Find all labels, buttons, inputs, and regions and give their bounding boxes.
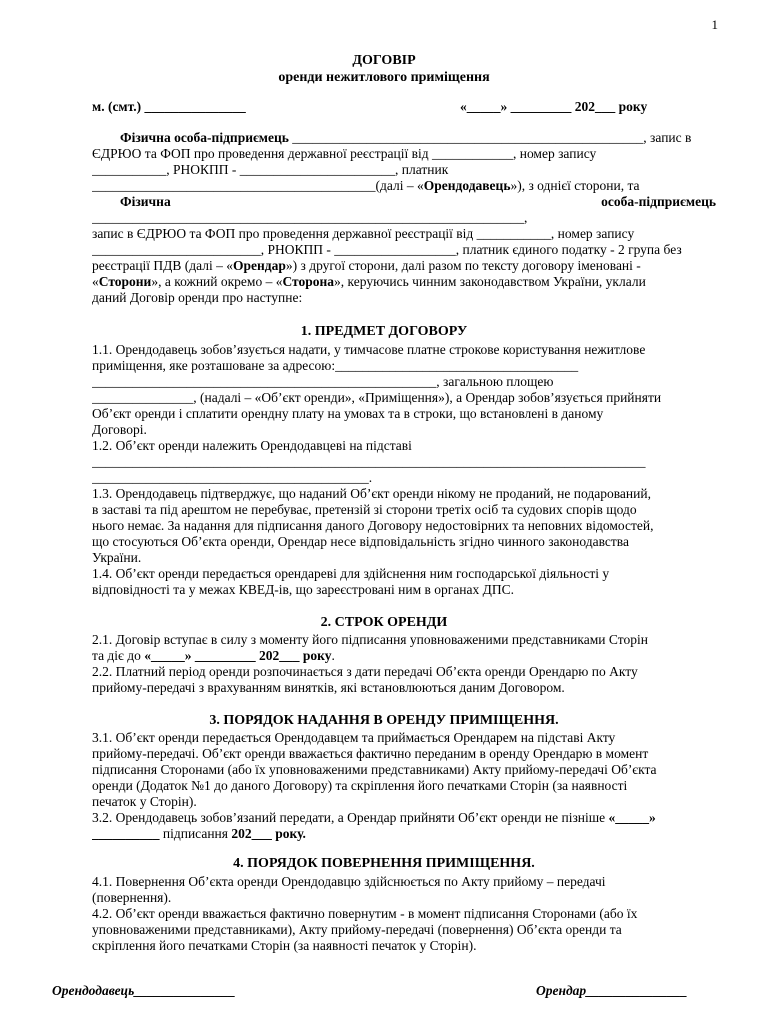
section3-heading: 3. ПОРЯДОК НАДАННЯ В ОРЕНДУ ПРИМІЩЕННЯ. bbox=[209, 713, 559, 728]
s1-line: в заставі та під арештом не перебуває, претензій зі сторони третіх осіб та судових спорів щодо bbox=[92, 502, 637, 517]
s1-line: ___________________________________________________, загальною площею bbox=[92, 374, 554, 389]
s3-line: __________ підписання 202___ року. bbox=[92, 826, 306, 841]
party1-line3: ___________, РНОКПП - _______________________, платник bbox=[92, 162, 449, 177]
s1-line: Об’єкт оренди і сплатити орендну плату на умовах та в строки, що встановлені в даному bbox=[92, 406, 604, 421]
section4-heading: 4. ПОРЯДОК ПОВЕРНЕННЯ ПРИМІЩЕННЯ. bbox=[233, 856, 535, 871]
party2-line3: запис в ЄДРЮО та ФОП про проведення державної реєстрації від ___________, номер запису bbox=[92, 226, 635, 241]
party2-line2: ________________________________________________________________, bbox=[92, 210, 528, 225]
place-field: м. (смт.) _______________ bbox=[92, 99, 246, 114]
s1-line: Договорі. bbox=[92, 422, 147, 437]
s1-line: 1.2. Об’єкт оренди належить Орендодавцеві на підставі bbox=[92, 438, 412, 453]
party2-line6: «Сторони», а кожний окремо – «Сторона», керуючись чинним законодавством України, уклали bbox=[92, 274, 646, 289]
s2-line: прийому-передачі з врахуванням виняткiв, якi встановлюються даним Договором. bbox=[92, 680, 565, 695]
s1-line: нього немає. За надання для підписання даного Договору недостовірних та неповних відомостей, bbox=[92, 518, 654, 533]
party2-line7: даний Договір оренди про наступне: bbox=[92, 290, 303, 305]
s1-line: що стосуються Об’єкта оренди, Орендар несе відповідальність згідно чинного законодавства bbox=[92, 534, 629, 549]
page-number: 1 bbox=[711, 17, 718, 32]
party2-line5: реєстрації ПДВ (далі – «Орендар») з другої сторони, далі разом по тексту договору іменовані - bbox=[92, 258, 641, 273]
title-subtitle: оренди нежитлового приміщення bbox=[278, 70, 490, 85]
s4-line: (повернення). bbox=[92, 890, 172, 905]
s4-line: 4.2. Об’єкт оренди вважається фактично повернутим - в момент підписання Сторонами (або їх bbox=[92, 906, 638, 921]
date-field: «_____» _________ 202___ року bbox=[460, 99, 648, 114]
party2-line1: Фізична особа-підприємець bbox=[120, 194, 716, 209]
s2-line: 2.2. Платний період оренди розпочинається з дати передачі Об’єкта оренди Орендарю по Акту bbox=[92, 664, 638, 679]
parties-block bbox=[92, 130, 716, 306]
s1-line: __________________________________________________________________________________ bbox=[92, 454, 646, 469]
s3-line: печаток у Сторін). bbox=[92, 794, 197, 809]
title-main: ДОГОВІР bbox=[352, 53, 416, 68]
party2-line4: _________________________, РНОКПП - __________________, платник єдиного податку - 2 група без bbox=[92, 242, 682, 257]
s3-line: прийому-передачі. Об’єкт оренди вважається фактично переданим в оренду Орендарю в момент bbox=[92, 746, 649, 761]
s4-line: 4.1. Повернення Об’єкта оренди Орендодавцю здійснюється по Акту прийому – передачі bbox=[92, 874, 606, 889]
s1-line: _________________________________________. bbox=[92, 470, 373, 485]
s3-line: 3.1. Об’єкт оренди передається Орендодавцем та приймається Орендарем на підставі Акту bbox=[92, 730, 616, 745]
s2-line: 2.1. Договір вступає в силу з моменту його підписання уповноваженими представниками Сторін bbox=[92, 632, 648, 647]
s1-line: відповідності та у межах КВЕД-ів, що зареєстровані ним в органах ДПС. bbox=[92, 582, 514, 597]
s3-line: 3.2. Орендодавець зобов’язаний передати, а Орендар прийняти Об’єкт оренди не пізніше «_____» bbox=[92, 810, 656, 825]
s4-line: уповноваженими представниками), Акту прийому-передачі (повернення) Об’єкта оренди та bbox=[92, 922, 622, 937]
s1-line: 1.1. Орендодавець зобов’язується надати, у тимчасове платне строкове користування нежитлове bbox=[92, 342, 646, 357]
section1-heading: 1. ПРЕДМЕТ ДОГОВОРУ bbox=[300, 324, 468, 339]
party1-line2: ЄДРЮО та ФОП про проведення державної реєстрації від ____________, номер запису bbox=[92, 146, 597, 161]
party1-line4: __________________________________________(далі – «Орендодавець»), з однієї сторони, та bbox=[92, 178, 640, 193]
lessor-signature: Орендодавець_______________ bbox=[52, 983, 236, 998]
section2-heading: 2. СТРОК ОРЕНДИ bbox=[320, 615, 448, 630]
party1-line1: Фізична особа-підприємець ____________________________________________________, запис в bbox=[120, 130, 692, 145]
document-title bbox=[0, 52, 768, 86]
section1-body bbox=[92, 342, 716, 598]
lessee-signature: Орендар_______________ bbox=[536, 983, 688, 998]
s3-line: підписання Сторонами (або їх уповноваженими представниками) Акту прийому-передачі Об’єкта bbox=[92, 762, 657, 777]
s2-line: та діє до «_____» _________ 202___ року. bbox=[92, 648, 335, 663]
section2-body bbox=[92, 632, 716, 696]
s1-line: 1.4. Об’єкт оренди передається орендареві для здійснення ним господарської діяльності у bbox=[92, 566, 610, 581]
s1-line: приміщення, яке розташоване за адресою:____________________________________ bbox=[92, 358, 579, 373]
s1-line: _______________, (надалі – «Об’єкт оренди», «Приміщення»), а Орендар зобов’язується прийняти bbox=[92, 390, 662, 405]
s4-line: скріплення його печатками Сторін (за наявності печаток у Сторін). bbox=[92, 938, 477, 953]
s1-line: 1.3. Орендодавець підтверджує, що наданий Об’єкт оренди нікому не проданий, не подарований, bbox=[92, 486, 651, 501]
s1-line: України. bbox=[92, 550, 142, 565]
section4-body bbox=[92, 874, 716, 954]
s3-line: оренди (Додаток №1 до даного Договору) та скріплення його печатками Сторін (за наявності bbox=[92, 778, 628, 793]
section3-body bbox=[92, 730, 716, 842]
